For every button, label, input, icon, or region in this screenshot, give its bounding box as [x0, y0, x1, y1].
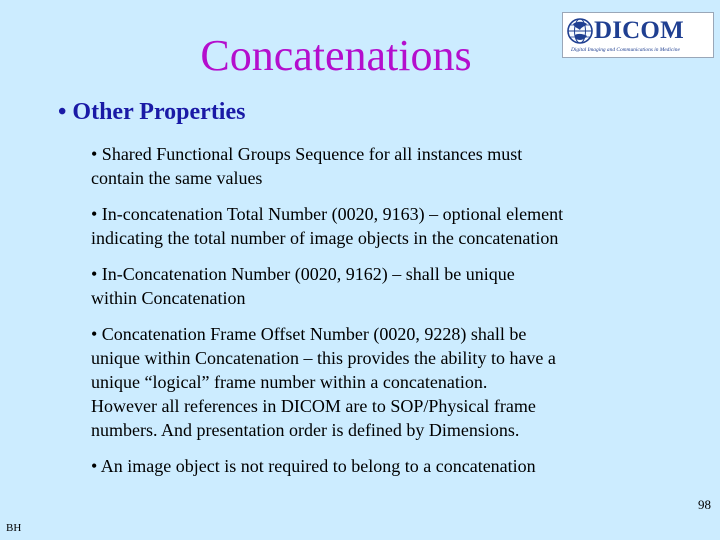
logo-tagline: Digital Imaging and Communications in Medicine [571, 47, 680, 53]
bullet-frame-offset-number: • Concatenation Frame Offset Number (0020, 9228) shall be unique within Concatenation – this provides the ability to have a unique “logical” frame number within a concatenation. However all references in DICOM are to SOP/Physical frame numbers. And presentation order is defined by Dimensions. [91, 324, 556, 440]
bullet-in-concatenation-total: • In-concatenation Total Number (0020, 9163) – optional element indicating the total number of image objects in the concatenation [91, 204, 564, 248]
slide-title: Concatenations [200, 31, 472, 80]
footer-initials: BH [6, 522, 22, 534]
page-number: 98 [698, 497, 711, 512]
dicom-logo [562, 12, 714, 58]
globe-icon [568, 19, 592, 43]
bullet-in-concatenation-number: • In-Concatenation Number (0020, 9162) – shall be unique within Concatenation [91, 264, 515, 308]
bullet-shared-functional-groups: • Shared Functional Groups Sequence for all instances must contain the same values [91, 144, 523, 188]
logo-wordmark: DICOM [594, 17, 684, 44]
section-heading: • Other Properties [58, 99, 246, 125]
bullet-not-required: • An image object is not required to belong to a concatenation [91, 456, 536, 476]
